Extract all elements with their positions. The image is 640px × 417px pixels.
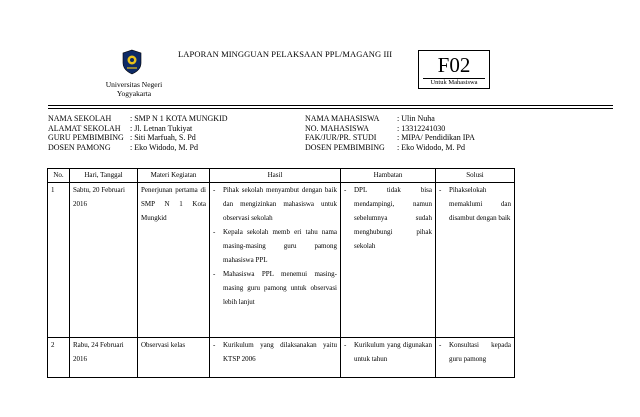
header-obstacles: Hambatan — [341, 169, 436, 183]
info-row-lecturer-supervisor: DOSEN PEMBIMBING : Eko Widodo, M. Pd — [305, 142, 465, 152]
cell-date: Sabtu, 20 Februari 2016 — [70, 183, 138, 338]
cell-no: 1 — [48, 183, 70, 338]
result-item: - Mahasiswa PPL menemui masing-masing guru pamong untuk observasi lebih lanjut — [213, 267, 337, 309]
header-solutions: Solusi — [436, 169, 515, 183]
info-row-lecturer-pamong: DOSEN PAMONG : Eko Widodo, M. Pd — [48, 142, 198, 152]
cell-solutions — [436, 338, 515, 378]
table-header-row — [48, 169, 515, 183]
info-left-block — [48, 114, 228, 152]
report-title: LAPORAN MINGGUAN PELAKSAAN PPL/MAGANG III — [178, 49, 393, 59]
header-rule-thick — [48, 105, 613, 106]
university-name-line2: Yogyakarta — [116, 89, 152, 98]
result-item: - Pihak sekolah menyambut dengan baik dan mengizinkan mahasiswa untuk observasi sekolah — [213, 183, 337, 225]
solution-item: - Pihakselokah memaklumi dan disambut dengan baik — [439, 183, 511, 225]
cell-no: 2 — [48, 338, 70, 378]
form-code: F02 — [437, 53, 471, 77]
info-row-student-number: NO. MAHASISWA : 13312241030 — [305, 123, 446, 133]
info-row-supervising-teacher: GURU PEMBIMBING : Siti Marfuah, S. Pd — [48, 133, 196, 142]
cell-activity: Observasi kelas — [138, 338, 210, 378]
cell-activity: Penerjunan pertama di SMP N 1 Kota Mungkid — [138, 183, 210, 338]
cell-obstacles — [341, 338, 436, 378]
cell-obstacles — [341, 183, 436, 338]
header-no: No. — [48, 169, 70, 183]
activity-table — [47, 168, 515, 378]
form-note: Untuk Mahasiswa — [430, 79, 478, 86]
table-row — [48, 183, 515, 338]
header-date: Hari, Tanggal — [70, 169, 138, 183]
result-item: - Kurikulum yang dilaksanakan yaitu KTSP 2006 — [213, 338, 337, 366]
obstacle-item: - DPL tidak bisa mendampingi, namun sebelumnya sudah menghubungi pihak sekolah — [344, 183, 432, 253]
cell-date: Rabu, 24 Februari 2016 — [70, 338, 138, 378]
header-rule-thin — [48, 108, 613, 109]
info-row-school-address: ALAMAT SEKOLAH : Jl. Letnan Tukiyat — [48, 123, 193, 133]
university-logo — [121, 49, 143, 75]
result-item: - Kepala sekolah memb eri tahu nama masing-masing guru pamong mahasiswa PPL — [213, 225, 337, 267]
obstacle-item: - Kurikulum yang digunakan untuk tahun — [344, 338, 432, 366]
cell-results — [210, 183, 341, 338]
info-row-student-name: NAMA MAHASISWA : Ulin Nuha — [305, 114, 435, 123]
header-results: Hasil — [210, 169, 341, 183]
cell-results — [210, 338, 341, 378]
info-row-faculty: FAK/JUR/PR. STUDI : MIPA/ Pendidikan IPA — [305, 133, 475, 142]
info-right-block — [305, 114, 475, 152]
form-code-box — [418, 50, 490, 89]
solution-item: - Konsultasi kepada guru pamong — [439, 338, 511, 366]
header-activity: Materi Kegiatan — [138, 169, 210, 183]
university-name-line1: Universitas Negeri — [105, 80, 163, 89]
cell-solutions — [436, 183, 515, 338]
table-row — [48, 338, 515, 378]
info-row-school-name: NAMA SEKOLAH : SMP N 1 KOTA MUNGKID — [48, 114, 228, 123]
